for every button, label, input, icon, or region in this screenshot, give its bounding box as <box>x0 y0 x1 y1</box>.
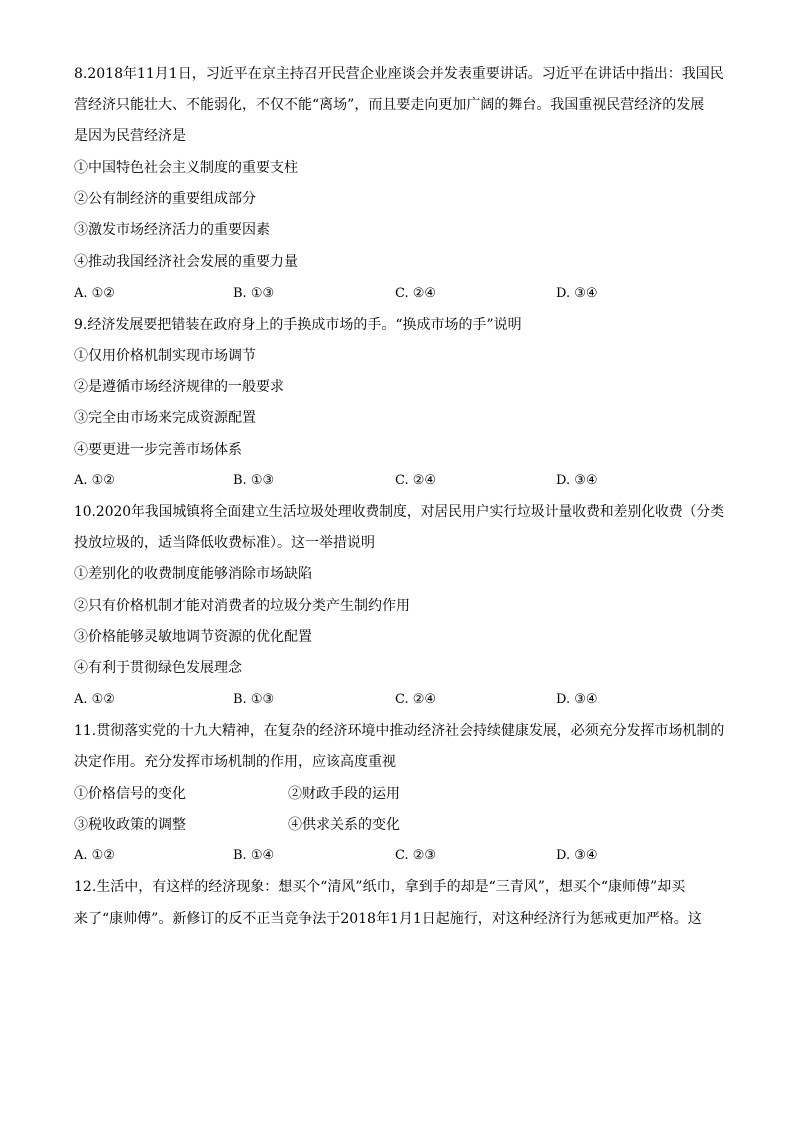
question-8-option-d: D. ③④ <box>556 286 598 301</box>
question-10-option-b: B. ①③ <box>233 692 275 707</box>
question-9-item-1: ①仅用价格机制实现市场调节 <box>74 348 256 364</box>
question-9-item-4: ④要更进一步完善市场体系 <box>74 442 242 458</box>
question-10-option-a: A. ①② <box>74 692 115 707</box>
question-11-stem-line-1: 11.贯彻落实党的十九大精神，在复杂的经济环境中推动经济社会持续健康发展，必须充分发挥市场机制的 <box>74 723 725 739</box>
question-11-option-b: B. ①④ <box>233 848 275 863</box>
question-11-option-d: D. ③④ <box>556 848 598 863</box>
question-9-item-2: ②是遵循市场经济规律的一般要求 <box>74 379 284 395</box>
question-8-stem-line-1: 8.2018年11月1日，习近平在京主持召开民营企业座谈会并发表重要讲话。习近平在讲话中指出：我国民 <box>74 66 724 82</box>
question-10-item-1: ①差别化的收费制度能够消除市场缺陷 <box>74 566 312 582</box>
question-10-item-4: ④有利于贯彻绿色发展理念 <box>74 660 242 676</box>
question-8-item-2: ②公有制经济的重要组成部分 <box>74 191 256 207</box>
question-8-stem-line-3: 是因为民营经济是 <box>74 128 186 144</box>
question-11-item-4: ④供求关系的变化 <box>288 817 400 833</box>
question-10-item-2: ②只有价格机制才能对消费者的垃圾分类产生制约作用 <box>74 598 410 614</box>
question-11-option-a: A. ①② <box>74 848 115 863</box>
question-11-item-2: ②财政手段的运用 <box>288 786 400 802</box>
question-10-stem-line-2: 投放垃圾的，适当降低收费标准）。这一举措说明 <box>74 535 375 551</box>
question-9-option-d: D. ③④ <box>556 473 598 488</box>
question-8-stem-line-2: 营经济只能壮大、不能弱化，不仅不能“离场”，而且要走向更加广阔的舞台。我国重视民营经济的发展 <box>74 97 705 113</box>
question-8-option-b: B. ①③ <box>233 286 275 301</box>
question-11-option-c: C. ②③ <box>395 848 437 863</box>
question-8-item-3: ③激发市场经济活力的重要因素 <box>74 222 270 238</box>
question-10-item-3: ③价格能够灵敏地调节资源的优化配置 <box>74 629 312 645</box>
question-9-stem-line-1: 9.经济发展要把错装在政府身上的手换成市场的手。“换成市场的手”说明 <box>74 317 522 333</box>
question-12-stem-line-1: 12.生活中，有这样的经济现象：想买个“清风”纸巾，拿到手的却是“三青风”，想买个“康师傅”却买 <box>74 879 686 895</box>
question-12-stem-line-2: 来了“康帅傅”。新修订的反不正当竞争法于2018年1月1日起施行，对这种经济行为惩戒更加严格。这 <box>74 911 702 927</box>
question-8-item-4: ④推动我国经济社会发展的重要力量 <box>74 254 298 270</box>
question-9-option-c: C. ②④ <box>395 473 437 488</box>
question-11-item-1: ①价格信号的变化 <box>74 786 186 802</box>
question-10-stem-line-1: 10.2020年我国城镇将全面建立生活垃圾处理收费制度，对居民用户实行垃圾计量收费和差别化收费（分类 <box>74 504 725 520</box>
question-11-item-3: ③税收政策的调整 <box>74 817 186 833</box>
question-8-option-a: A. ①② <box>74 286 115 301</box>
question-11-stem-line-2: 决定作用。充分发挥市场机制的作用，应该高度重视 <box>74 754 396 770</box>
question-10-option-c: C. ②④ <box>395 692 437 707</box>
question-8-option-c: C. ②④ <box>395 286 437 301</box>
question-10-option-d: D. ③④ <box>556 692 598 707</box>
question-9-item-3: ③完全由市场来完成资源配置 <box>74 410 256 426</box>
question-8-item-1: ①中国特色社会主义制度的重要支柱 <box>74 160 298 176</box>
question-9-option-b: B. ①③ <box>233 473 275 488</box>
question-9-option-a: A. ①② <box>74 473 115 488</box>
